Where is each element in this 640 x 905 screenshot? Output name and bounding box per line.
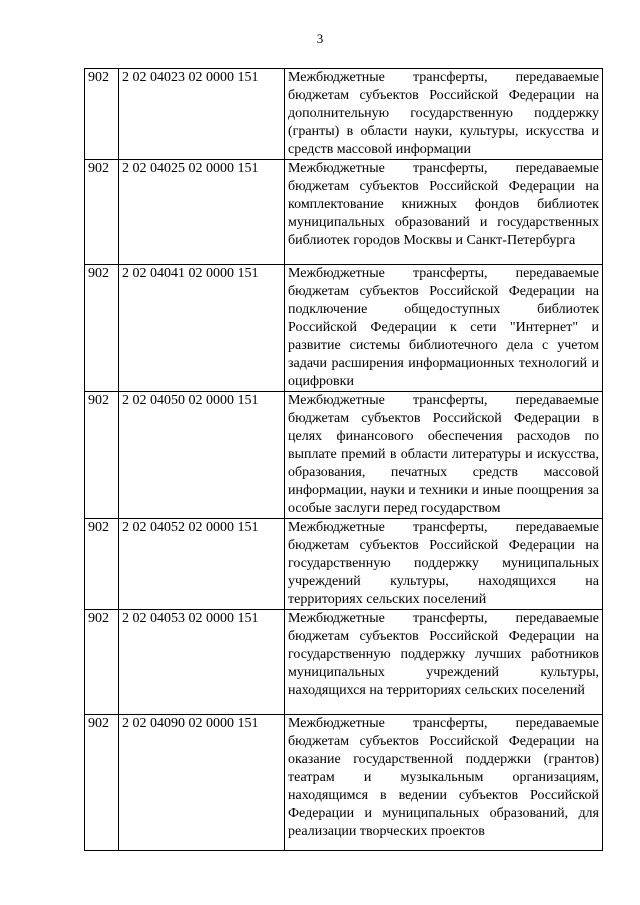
description-cell: Межбюджетные трансферты, передаваемые бюджетам субъектов Российской Федерации на комплектование книжных фондов библиотек муниципальных образований и государственных библиотек городов Москвы и Санкт-Петербурга <box>285 160 603 265</box>
budget-code-cell: 2 02 04090 02 0000 151 <box>119 715 285 851</box>
table-row <box>85 265 603 392</box>
description-cell: Межбюджетные трансферты, передаваемые бюджетам субъектов Российской Федерации на дополнительную государственную поддержку (гранты) в области науки, культуры, искусства и средств массовой информации <box>285 69 603 160</box>
admin-code-cell: 902 <box>85 265 119 392</box>
description-cell: Межбюджетные трансферты, передаваемые бюджетам субъектов Российской Федерации в целях финансового обеспечения расходов по выплате премий в области литературы и искусства, образования, печатных средств массовой информации, науки и техники и иные поощрения за особые заслуги перед государством <box>285 392 603 519</box>
budget-code-cell: 2 02 04023 02 0000 151 <box>119 69 285 160</box>
admin-code-cell: 902 <box>85 610 119 715</box>
description-cell: Межбюджетные трансферты, передаваемые бюджетам субъектов Российской Федерации на государственную поддержку лучших работников муниципальных учреждений культуры, находящихся на территориях сельских поселений <box>285 610 603 715</box>
description-cell: Межбюджетные трансферты, передаваемые бюджетам субъектов Российской Федерации на государственную поддержку муниципальных учреждений культуры, находящихся на территориях сельских поселений <box>285 519 603 610</box>
description-cell: Межбюджетные трансферты, передаваемые бюджетам субъектов Российской Федерации на оказание государственной поддержки (грантов) театрам и музыкальным организациям, находящимся в ведении субъектов Российской Федерации и муниципальных образований, для реализации творческих проектов <box>285 715 603 851</box>
budget-code-cell: 2 02 04025 02 0000 151 <box>119 160 285 265</box>
table-row <box>85 392 603 519</box>
description-cell: Межбюджетные трансферты, передаваемые бюджетам субъектов Российской Федерации на подключение общедоступных библиотек Российской Федерации к сети "Интернет" и развитие системы библиотечного дела с учетом задачи расширения информационных технологий и оцифровки <box>285 265 603 392</box>
budget-code-cell: 2 02 04041 02 0000 151 <box>119 265 285 392</box>
admin-code-cell: 902 <box>85 392 119 519</box>
budget-codes-table <box>84 68 603 851</box>
admin-code-cell: 902 <box>85 69 119 160</box>
admin-code-cell: 902 <box>85 715 119 851</box>
admin-code-cell: 902 <box>85 519 119 610</box>
budget-code-cell: 2 02 04050 02 0000 151 <box>119 392 285 519</box>
table-row <box>85 69 603 160</box>
budget-code-cell: 2 02 04053 02 0000 151 <box>119 610 285 715</box>
admin-code-cell: 902 <box>85 160 119 265</box>
table-row <box>85 519 603 610</box>
page-number: 3 <box>316 31 324 46</box>
table-row <box>85 160 603 265</box>
table-row <box>85 715 603 851</box>
budget-code-cell: 2 02 04052 02 0000 151 <box>119 519 285 610</box>
table-row <box>85 610 603 715</box>
